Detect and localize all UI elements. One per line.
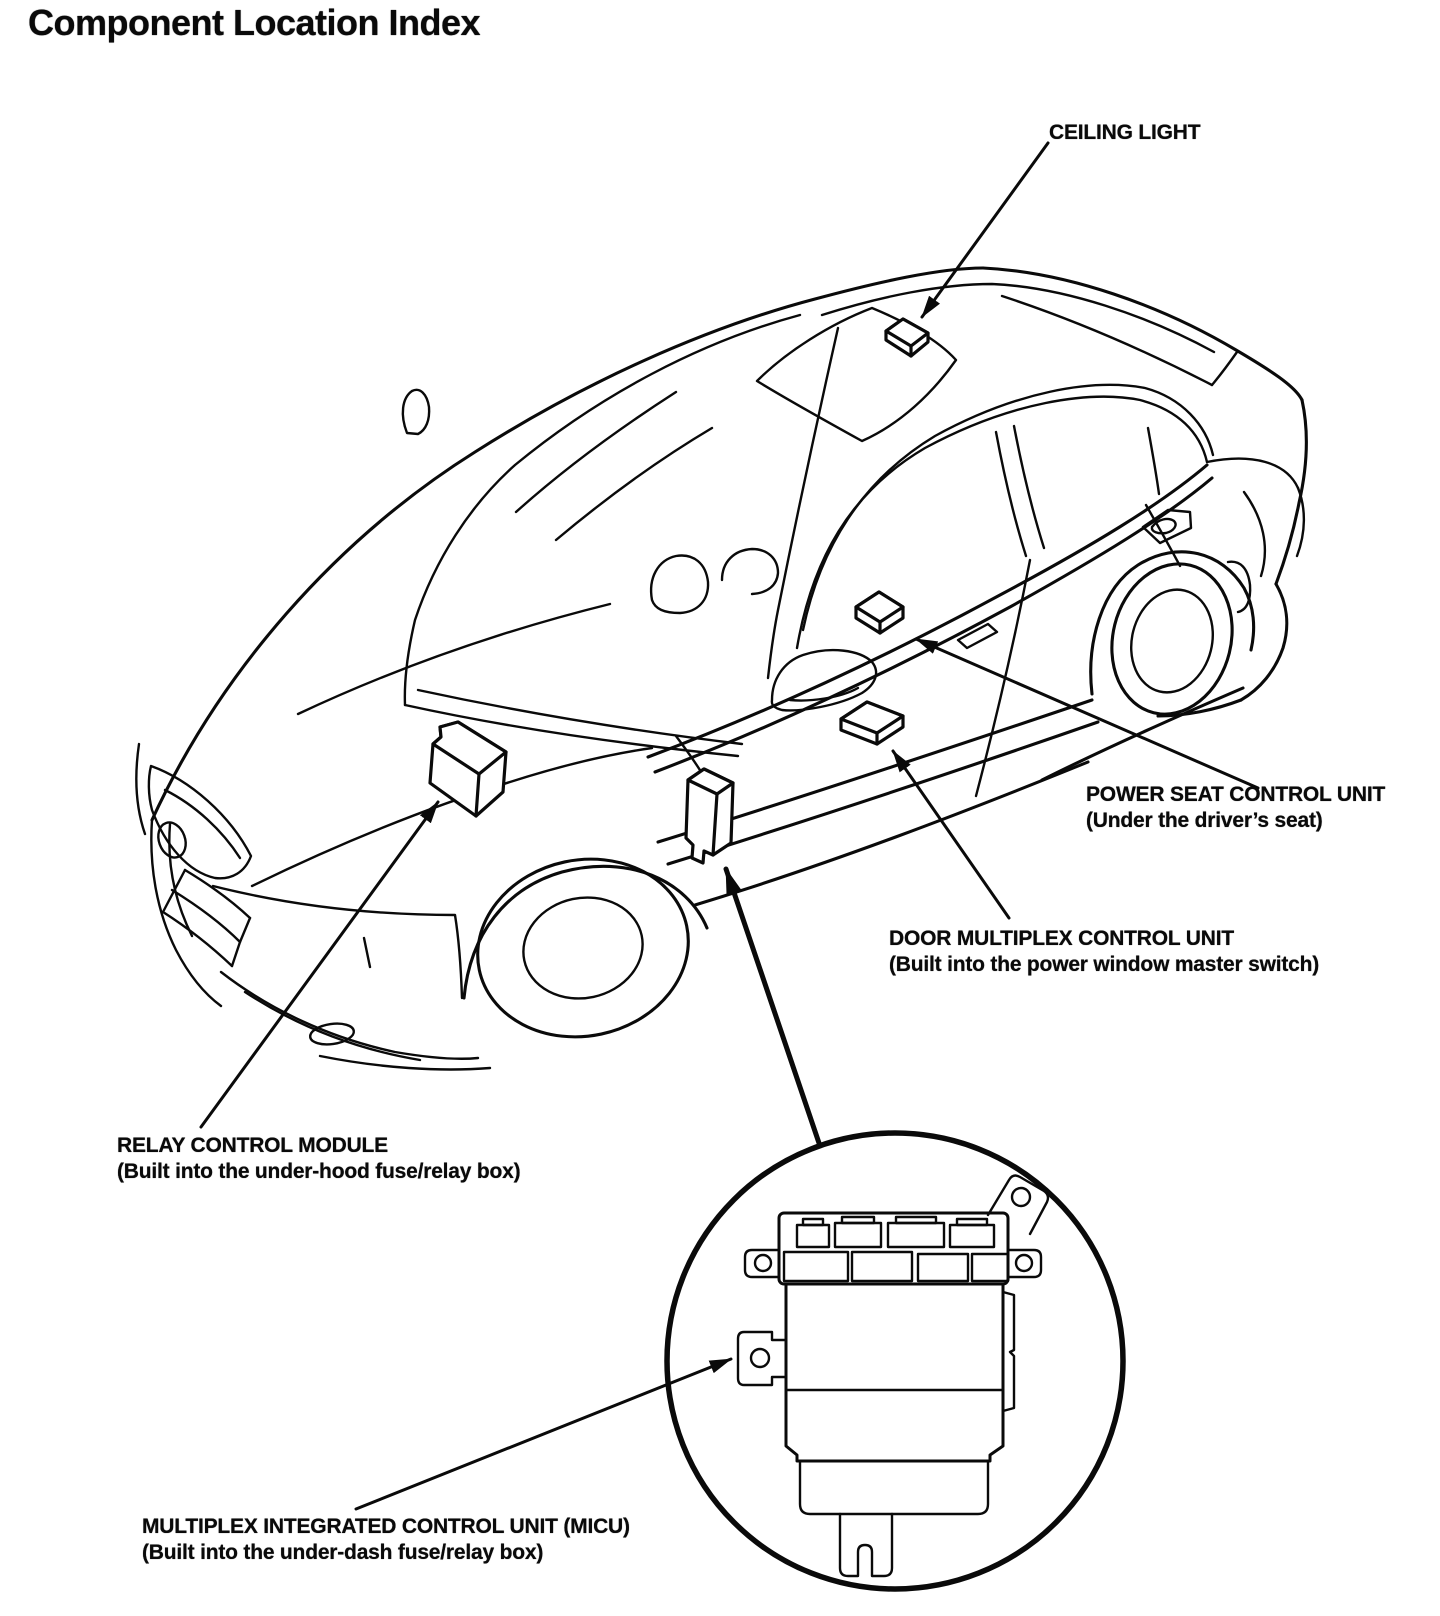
component-door-multiplex-control-unit <box>841 702 903 744</box>
seat-headrests <box>651 549 778 780</box>
callout-label: CEILING LIGHT <box>1049 121 1201 144</box>
callout-note: (Built into the power window master switch) <box>889 953 1320 976</box>
connectors-upper-row <box>797 1217 994 1247</box>
component-relay-control-module <box>430 722 506 816</box>
fuse-box-body <box>786 1284 1003 1461</box>
inset-circle <box>667 1133 1123 1589</box>
callout-power-seat-control-unit <box>1086 782 1385 834</box>
callout-note: (Under the driver’s seat) <box>1086 809 1323 832</box>
bottom-bracket <box>840 1514 892 1576</box>
ceiling-light-arrow <box>922 143 1048 317</box>
callout-label: DOOR MULTIPLEX CONTROL UNIT <box>889 927 1234 950</box>
left-mount-tab <box>738 1332 786 1385</box>
connectors-lower-row <box>784 1252 1008 1281</box>
door-handle-front <box>958 624 997 648</box>
callout-ceiling-light <box>1049 120 1200 146</box>
inset <box>667 1133 1123 1589</box>
callout-note: (Built into the under-dash fuse/relay box) <box>142 1541 544 1564</box>
component-power-seat-control-unit <box>856 592 903 633</box>
callout-label: MULTIPLEX INTEGRATED CONTROL UNIT (MICU) <box>142 1515 630 1538</box>
callout-relay-control-module <box>117 1133 520 1185</box>
page-title: Component Location Index <box>28 2 480 43</box>
callout-label: RELAY CONTROL MODULE <box>117 1134 388 1157</box>
callout-door-multiplex-control-unit <box>889 926 1319 978</box>
component-ceiling-light <box>886 319 928 356</box>
trunk-and-taillight <box>1207 459 1304 576</box>
callout-micu <box>142 1514 630 1566</box>
far-side-mirror <box>403 390 429 434</box>
front-bumper <box>136 744 490 1070</box>
sunroof <box>757 308 956 441</box>
beltline <box>648 465 1212 772</box>
callout-note: (Built into the under-hood fuse/relay box) <box>117 1160 521 1183</box>
door-multiplex-arrow <box>893 751 1009 918</box>
inset-magnifier-arrow <box>726 869 820 1146</box>
roof-edge <box>822 284 1214 352</box>
fuse-relay-box-drawing <box>738 1176 1048 1576</box>
right-flange <box>1003 1292 1014 1411</box>
micu-label-arrow <box>356 1359 731 1509</box>
front-wheel <box>461 840 707 1056</box>
headlight <box>149 766 251 878</box>
component-micu-kick-panel <box>686 769 733 863</box>
door-handle-rear <box>1143 510 1191 543</box>
rear-wheel <box>1091 551 1254 727</box>
callout-label: POWER SEAT CONTROL UNIT <box>1086 783 1386 806</box>
